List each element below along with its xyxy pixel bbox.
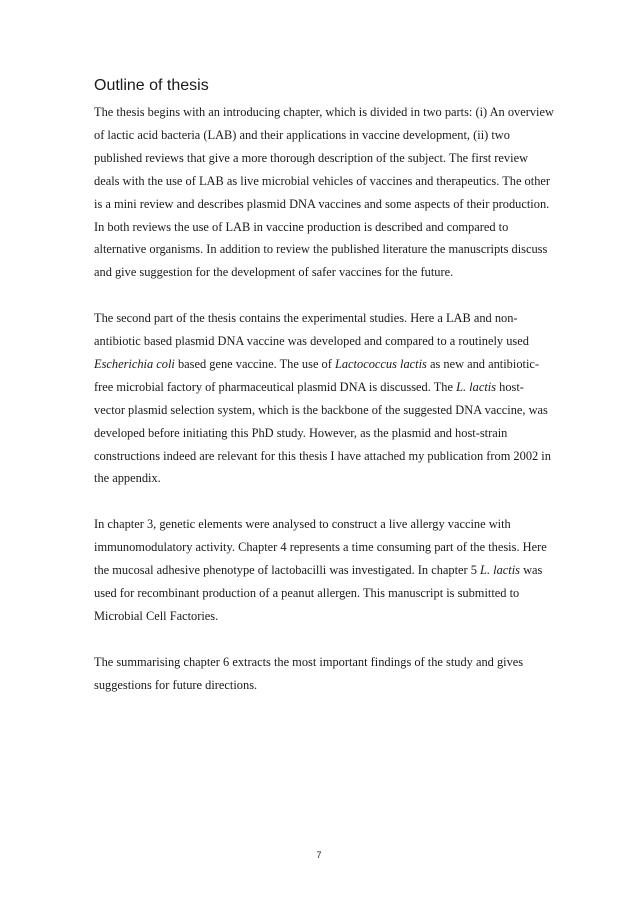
paragraph-summary	[94, 651, 554, 697]
species-name-italic: L. lactis	[480, 563, 520, 578]
page-content	[94, 76, 554, 719]
text-segment: The summarising chapter 6 extracts the most important findings of the study and gives suggestions for future directions.	[94, 654, 524, 692]
text-segment: host-vector plasmid selection system, which is the backbone of the suggested DNA vaccine, was developed before initiating this PhD study. However, as the plasmid and host-strain constructions indeed are relevant for this thesis I have attached my publication from 2002 in the appendix.	[94, 379, 551, 486]
species-name-italic: Escherichia coli	[94, 356, 175, 371]
text-segment: was used for recombinant production of a peanut allergen. This manuscript is submitted to Microbial Cell Factories.	[94, 563, 543, 623]
text-segment: The second part of the thesis contains the experimental studies. Here a LAB and non-antibiotic based plasmid DNA vaccine was developed and compared to a routinely used	[94, 311, 529, 349]
text-segment: as new and antibiotic-free microbial factory of pharmaceutical plasmid DNA is discussed. The	[94, 356, 540, 394]
species-name-italic: Lactococcus lactis	[334, 356, 427, 371]
species-name-italic: L. lactis	[456, 379, 497, 394]
section-heading: Outline of thesis	[94, 77, 209, 94]
paragraph-intro	[94, 101, 554, 284]
page-number: 7	[316, 850, 322, 860]
paragraph-chapters	[94, 513, 554, 628]
text-segment: The thesis begins with an introducing chapter, which is divided in two parts: (i) An overview of lactic acid bacteria (LAB) and their applications in vaccine development, (ii) two published reviews that give a more thorough description of the subject. The first review deals with the use of LAB as live microbial vehicles of vaccines and therapeutics. The other is a mini review and describes plasmid DNA vaccines and some aspects of their production. In both reviews the use of LAB in vaccine production is described and compared to alternative organisms. In addition to review the published literature the manuscripts discuss and give suggestion for the development of safer vaccines for the future.	[94, 105, 554, 280]
text-segment: based gene vaccine. The use of	[174, 356, 335, 371]
text-segment: In chapter 3, genetic elements were analysed to construct a live allergy vaccine with immunomodulatory activity. Chapter 4 represents a time consuming part of the thesis. Here the mucosal adhesive phenotype of lactobacilli was investigated. In chapter 5	[94, 517, 547, 578]
paragraph-experimental	[94, 307, 554, 490]
